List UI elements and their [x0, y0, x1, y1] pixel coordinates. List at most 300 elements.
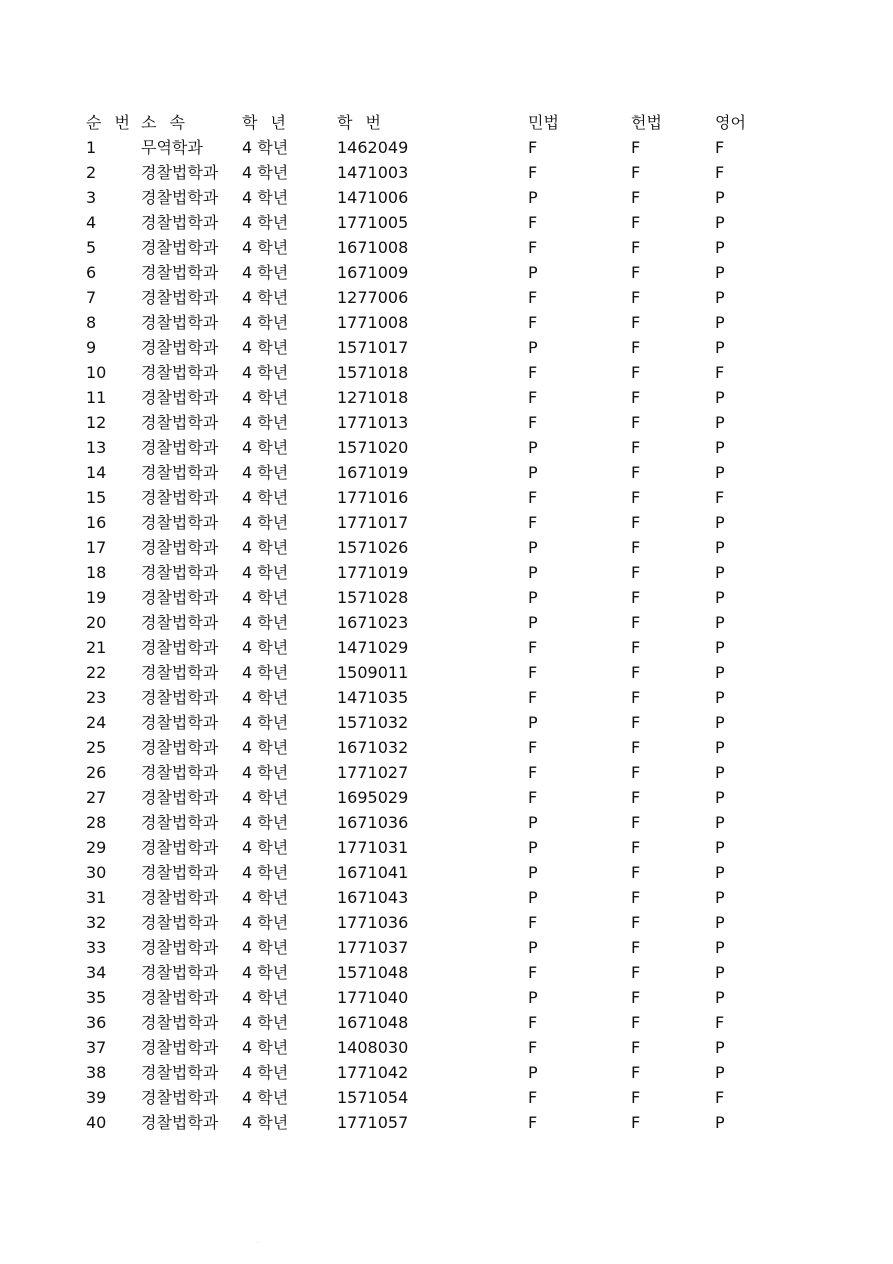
- cell-dept: 경찰법학과: [141, 413, 219, 432]
- table-row: [86, 160, 775, 185]
- cell-year: 4 학년: [242, 338, 289, 357]
- cell-dept: 경찰법학과: [141, 1063, 219, 1082]
- cell-dept: 경찰법학과: [141, 313, 219, 332]
- cell-constitutional-law: F: [631, 913, 641, 932]
- cell-english: P: [715, 738, 725, 757]
- cell-no: 38: [86, 1063, 107, 1082]
- cell-student-id: 1771016: [337, 488, 409, 507]
- cell-english: F: [715, 1088, 725, 1107]
- cell-year: 4 학년: [242, 938, 289, 957]
- cell-student-id: 1571026: [337, 538, 409, 557]
- cell-english: P: [715, 788, 725, 807]
- cell-english: P: [715, 663, 725, 682]
- cell-year: 4 학년: [242, 163, 289, 182]
- cell-no: 39: [86, 1088, 107, 1107]
- cell-student-id: 1277006: [337, 288, 409, 307]
- cell-civil-law: P: [528, 888, 538, 907]
- cell-english: P: [715, 288, 725, 307]
- cell-civil-law: P: [528, 938, 538, 957]
- cell-english: F: [715, 163, 725, 182]
- cell-civil-law: F: [528, 913, 538, 932]
- cell-constitutional-law: F: [631, 338, 641, 357]
- cell-english: P: [715, 888, 725, 907]
- cell-year: 4 학년: [242, 788, 289, 807]
- cell-year: 4 학년: [242, 563, 289, 582]
- table-row: [86, 1035, 775, 1060]
- header-english: 영어: [715, 113, 746, 132]
- cell-constitutional-law: F: [631, 163, 641, 182]
- cell-civil-law: F: [528, 1088, 538, 1107]
- cell-constitutional-law: F: [631, 713, 641, 732]
- cell-civil-law: P: [528, 713, 538, 732]
- cell-dept: 경찰법학과: [141, 913, 219, 932]
- cell-student-id: 1771027: [337, 763, 409, 782]
- cell-no: 5: [86, 238, 97, 257]
- cell-english: P: [715, 863, 725, 882]
- cell-year: 4 학년: [242, 1063, 289, 1082]
- cell-english: F: [715, 363, 725, 382]
- cell-civil-law: P: [528, 438, 538, 457]
- cell-no: 16: [86, 513, 107, 532]
- cell-no: 6: [86, 263, 97, 282]
- table-row: [86, 935, 775, 960]
- table-row: [86, 485, 775, 510]
- cell-student-id: 1509011: [337, 663, 409, 682]
- table-row: [86, 860, 775, 885]
- cell-year: 4 학년: [242, 438, 289, 457]
- cell-year: 4 학년: [242, 688, 289, 707]
- cell-student-id: 1771019: [337, 563, 409, 582]
- cell-dept: 경찰법학과: [141, 538, 219, 557]
- cell-constitutional-law: F: [631, 988, 641, 1007]
- table-row: [86, 210, 775, 235]
- table-row: [86, 285, 775, 310]
- cell-english: P: [715, 588, 725, 607]
- cell-english: P: [715, 313, 725, 332]
- cell-no: 25: [86, 738, 107, 757]
- cell-dept: 경찰법학과: [141, 188, 219, 207]
- cell-dept: 경찰법학과: [141, 663, 219, 682]
- cell-constitutional-law: F: [631, 138, 641, 157]
- cell-dept: 경찰법학과: [141, 963, 219, 982]
- cell-year: 4 학년: [242, 663, 289, 682]
- table-row: [86, 960, 775, 985]
- cell-year: 4 학년: [242, 413, 289, 432]
- cell-student-id: 1771036: [337, 913, 409, 932]
- cell-english: P: [715, 763, 725, 782]
- cell-student-id: 1771057: [337, 1113, 409, 1132]
- cell-student-id: 1671048: [337, 1013, 409, 1032]
- cell-student-id: 1771040: [337, 988, 409, 1007]
- table-row: [86, 335, 775, 360]
- cell-constitutional-law: F: [631, 888, 641, 907]
- cell-dept: 경찰법학과: [141, 813, 219, 832]
- header-id: 학 번: [337, 113, 385, 132]
- cell-no: 2: [86, 163, 97, 182]
- cell-no: 17: [86, 538, 107, 557]
- footer-mark: .: [257, 1238, 259, 1245]
- cell-student-id: 1771017: [337, 513, 409, 532]
- table-row: [86, 260, 775, 285]
- cell-constitutional-law: F: [631, 938, 641, 957]
- cell-constitutional-law: F: [631, 263, 641, 282]
- cell-no: 13: [86, 438, 107, 457]
- cell-constitutional-law: F: [631, 963, 641, 982]
- cell-english: P: [715, 688, 725, 707]
- cell-dept: 경찰법학과: [141, 938, 219, 957]
- cell-constitutional-law: F: [631, 813, 641, 832]
- cell-constitutional-law: F: [631, 238, 641, 257]
- cell-constitutional-law: F: [631, 763, 641, 782]
- cell-no: 12: [86, 413, 107, 432]
- table-row: [86, 610, 775, 635]
- cell-year: 4 학년: [242, 638, 289, 657]
- table-row: [86, 385, 775, 410]
- cell-constitutional-law: F: [631, 413, 641, 432]
- cell-student-id: 1271018: [337, 388, 409, 407]
- cell-constitutional-law: F: [631, 463, 641, 482]
- cell-english: P: [715, 988, 725, 1007]
- table-row: [86, 1060, 775, 1085]
- cell-student-id: 1571018: [337, 363, 409, 382]
- cell-dept: 경찰법학과: [141, 613, 219, 632]
- cell-english: P: [715, 538, 725, 557]
- cell-no: 27: [86, 788, 107, 807]
- cell-no: 22: [86, 663, 107, 682]
- cell-student-id: 1471006: [337, 188, 409, 207]
- cell-no: 21: [86, 638, 107, 657]
- cell-civil-law: F: [528, 1013, 538, 1032]
- header-no: 순 번: [86, 113, 134, 132]
- cell-constitutional-law: F: [631, 1113, 641, 1132]
- cell-dept: 경찰법학과: [141, 1013, 219, 1032]
- cell-dept: 경찰법학과: [141, 588, 219, 607]
- table-row: [86, 410, 775, 435]
- table-row: [86, 235, 775, 260]
- cell-dept: 경찰법학과: [141, 888, 219, 907]
- cell-dept: 경찰법학과: [141, 463, 219, 482]
- header-year: 학 년: [242, 113, 290, 132]
- cell-year: 4 학년: [242, 463, 289, 482]
- cell-year: 4 학년: [242, 513, 289, 532]
- cell-student-id: 1408030: [337, 1038, 409, 1057]
- cell-no: 3: [86, 188, 97, 207]
- cell-civil-law: F: [528, 638, 538, 657]
- cell-english: P: [715, 813, 725, 832]
- cell-english: P: [715, 563, 725, 582]
- cell-dept: 경찰법학과: [141, 1113, 219, 1132]
- cell-dept: 경찰법학과: [141, 288, 219, 307]
- table-row: [86, 910, 775, 935]
- cell-civil-law: F: [528, 1113, 538, 1132]
- cell-dept: 경찰법학과: [141, 213, 219, 232]
- cell-no: 40: [86, 1113, 107, 1132]
- cell-civil-law: F: [528, 213, 538, 232]
- table-row: [86, 310, 775, 335]
- student-results-table: [86, 110, 775, 1135]
- cell-year: 4 학년: [242, 263, 289, 282]
- table-row: [86, 810, 775, 835]
- cell-year: 4 학년: [242, 863, 289, 882]
- cell-civil-law: F: [528, 288, 538, 307]
- cell-year: 4 학년: [242, 588, 289, 607]
- cell-constitutional-law: F: [631, 688, 641, 707]
- cell-year: 4 학년: [242, 288, 289, 307]
- cell-student-id: 1571054: [337, 1088, 409, 1107]
- cell-civil-law: F: [528, 238, 538, 257]
- cell-no: 11: [86, 388, 107, 407]
- cell-english: P: [715, 513, 725, 532]
- table-row: [86, 735, 775, 760]
- cell-civil-law: F: [528, 738, 538, 757]
- table-row: [86, 635, 775, 660]
- cell-student-id: 1571032: [337, 713, 409, 732]
- cell-student-id: 1471029: [337, 638, 409, 657]
- cell-civil-law: P: [528, 338, 538, 357]
- cell-no: 24: [86, 713, 107, 732]
- cell-english: F: [715, 488, 725, 507]
- cell-constitutional-law: F: [631, 1013, 641, 1032]
- cell-student-id: 1571048: [337, 963, 409, 982]
- cell-constitutional-law: F: [631, 288, 641, 307]
- cell-civil-law: P: [528, 538, 538, 557]
- cell-english: P: [715, 213, 725, 232]
- cell-no: 31: [86, 888, 107, 907]
- cell-year: 4 학년: [242, 988, 289, 1007]
- table-row: [86, 1110, 775, 1135]
- cell-student-id: 1671019: [337, 463, 409, 482]
- cell-year: 4 학년: [242, 838, 289, 857]
- cell-student-id: 1671023: [337, 613, 409, 632]
- cell-year: 4 학년: [242, 813, 289, 832]
- cell-english: P: [715, 913, 725, 932]
- cell-dept: 경찰법학과: [141, 788, 219, 807]
- cell-no: 28: [86, 813, 107, 832]
- cell-constitutional-law: F: [631, 563, 641, 582]
- cell-student-id: 1571028: [337, 588, 409, 607]
- table-row: [86, 435, 775, 460]
- cell-student-id: 1671036: [337, 813, 409, 832]
- cell-year: 4 학년: [242, 738, 289, 757]
- cell-civil-law: F: [528, 663, 538, 682]
- cell-constitutional-law: F: [631, 488, 641, 507]
- cell-no: 32: [86, 913, 107, 932]
- cell-english: P: [715, 838, 725, 857]
- cell-english: P: [715, 388, 725, 407]
- cell-constitutional-law: F: [631, 313, 641, 332]
- cell-english: P: [715, 188, 725, 207]
- cell-civil-law: P: [528, 1063, 538, 1082]
- cell-civil-law: P: [528, 263, 538, 282]
- cell-dept: 경찰법학과: [141, 863, 219, 882]
- cell-no: 30: [86, 863, 107, 882]
- cell-dept: 경찰법학과: [141, 838, 219, 857]
- table-row: [86, 135, 775, 160]
- cell-year: 4 학년: [242, 488, 289, 507]
- cell-civil-law: P: [528, 588, 538, 607]
- cell-no: 18: [86, 563, 107, 582]
- cell-english: P: [715, 463, 725, 482]
- table-row: [86, 885, 775, 910]
- cell-english: P: [715, 338, 725, 357]
- table-row: [86, 710, 775, 735]
- cell-dept: 경찰법학과: [141, 363, 219, 382]
- cell-no: 1: [86, 138, 97, 157]
- cell-year: 4 학년: [242, 1013, 289, 1032]
- cell-constitutional-law: F: [631, 363, 641, 382]
- cell-student-id: 1462049: [337, 138, 409, 157]
- cell-no: 15: [86, 488, 107, 507]
- cell-no: 19: [86, 588, 107, 607]
- cell-student-id: 1571020: [337, 438, 409, 457]
- cell-english: P: [715, 1063, 725, 1082]
- cell-english: P: [715, 938, 725, 957]
- table-row: [86, 1010, 775, 1035]
- table-row: [86, 460, 775, 485]
- cell-dept: 경찰법학과: [141, 1038, 219, 1057]
- cell-student-id: 1471003: [337, 163, 409, 182]
- cell-english: P: [715, 963, 725, 982]
- cell-dept: 경찰법학과: [141, 563, 219, 582]
- cell-civil-law: F: [528, 163, 538, 182]
- cell-civil-law: P: [528, 838, 538, 857]
- cell-civil-law: F: [528, 363, 538, 382]
- cell-constitutional-law: F: [631, 513, 641, 532]
- cell-year: 4 학년: [242, 363, 289, 382]
- cell-dept: 경찰법학과: [141, 713, 219, 732]
- cell-dept: 경찰법학과: [141, 163, 219, 182]
- cell-civil-law: F: [528, 963, 538, 982]
- cell-english: F: [715, 138, 725, 157]
- cell-dept: 경찰법학과: [141, 263, 219, 282]
- cell-no: 33: [86, 938, 107, 957]
- cell-english: P: [715, 638, 725, 657]
- cell-constitutional-law: F: [631, 1063, 641, 1082]
- cell-civil-law: F: [528, 413, 538, 432]
- cell-civil-law: F: [528, 1038, 538, 1057]
- header-dept: 소 속: [141, 113, 189, 132]
- cell-no: 35: [86, 988, 107, 1007]
- cell-civil-law: P: [528, 863, 538, 882]
- cell-civil-law: F: [528, 488, 538, 507]
- header-row: [86, 110, 775, 135]
- cell-english: P: [715, 713, 725, 732]
- cell-no: 4: [86, 213, 97, 232]
- cell-civil-law: P: [528, 563, 538, 582]
- cell-student-id: 1671043: [337, 888, 409, 907]
- table-row: [86, 535, 775, 560]
- cell-year: 4 학년: [242, 138, 289, 157]
- cell-student-id: 1771013: [337, 413, 409, 432]
- cell-dept: 경찰법학과: [141, 488, 219, 507]
- cell-civil-law: P: [528, 188, 538, 207]
- cell-student-id: 1771031: [337, 838, 409, 857]
- cell-dept: 경찰법학과: [141, 988, 219, 1007]
- cell-constitutional-law: F: [631, 738, 641, 757]
- table-row: [86, 185, 775, 210]
- cell-civil-law: F: [528, 688, 538, 707]
- cell-no: 37: [86, 1038, 107, 1057]
- cell-year: 4 학년: [242, 963, 289, 982]
- cell-civil-law: F: [528, 313, 538, 332]
- cell-civil-law: P: [528, 613, 538, 632]
- cell-civil-law: F: [528, 388, 538, 407]
- table-row: [86, 985, 775, 1010]
- cell-student-id: 1771005: [337, 213, 409, 232]
- table-row: [86, 760, 775, 785]
- cell-civil-law: P: [528, 988, 538, 1007]
- cell-civil-law: F: [528, 763, 538, 782]
- cell-constitutional-law: F: [631, 638, 641, 657]
- cell-english: P: [715, 613, 725, 632]
- table-row: [86, 1085, 775, 1110]
- table-row: [86, 360, 775, 385]
- cell-year: 4 학년: [242, 188, 289, 207]
- cell-constitutional-law: F: [631, 188, 641, 207]
- cell-dept: 경찰법학과: [141, 688, 219, 707]
- cell-student-id: 1571017: [337, 338, 409, 357]
- header-constitutional-law: 헌법: [631, 113, 662, 132]
- table-row: [86, 510, 775, 535]
- cell-no: 26: [86, 763, 107, 782]
- cell-year: 4 학년: [242, 538, 289, 557]
- cell-student-id: 1771042: [337, 1063, 409, 1082]
- cell-year: 4 학년: [242, 1113, 289, 1132]
- cell-no: 7: [86, 288, 97, 307]
- cell-english: P: [715, 438, 725, 457]
- cell-year: 4 학년: [242, 313, 289, 332]
- cell-english: P: [715, 1113, 725, 1132]
- cell-no: 14: [86, 463, 107, 482]
- cell-year: 4 학년: [242, 913, 289, 932]
- cell-student-id: 1671008: [337, 238, 409, 257]
- cell-constitutional-law: F: [631, 588, 641, 607]
- cell-constitutional-law: F: [631, 838, 641, 857]
- cell-dept: 경찰법학과: [141, 1088, 219, 1107]
- cell-civil-law: F: [528, 138, 538, 157]
- cell-english: P: [715, 413, 725, 432]
- cell-no: 29: [86, 838, 107, 857]
- cell-year: 4 학년: [242, 1088, 289, 1107]
- cell-dept: 경찰법학과: [141, 763, 219, 782]
- cell-no: 23: [86, 688, 107, 707]
- cell-year: 4 학년: [242, 763, 289, 782]
- cell-dept: 경찰법학과: [141, 238, 219, 257]
- cell-english: P: [715, 238, 725, 257]
- cell-year: 4 학년: [242, 1038, 289, 1057]
- cell-year: 4 학년: [242, 388, 289, 407]
- cell-civil-law: F: [528, 788, 538, 807]
- cell-constitutional-law: F: [631, 863, 641, 882]
- cell-year: 4 학년: [242, 213, 289, 232]
- cell-year: 4 학년: [242, 238, 289, 257]
- cell-constitutional-law: F: [631, 538, 641, 557]
- cell-no: 10: [86, 363, 107, 382]
- cell-english: F: [715, 1013, 725, 1032]
- cell-student-id: 1771037: [337, 938, 409, 957]
- cell-civil-law: P: [528, 813, 538, 832]
- cell-no: 34: [86, 963, 107, 982]
- cell-student-id: 1695029: [337, 788, 409, 807]
- table-row: [86, 660, 775, 685]
- cell-constitutional-law: F: [631, 213, 641, 232]
- cell-student-id: 1671032: [337, 738, 409, 757]
- cell-dept: 경찰법학과: [141, 438, 219, 457]
- cell-dept: 경찰법학과: [141, 388, 219, 407]
- cell-student-id: 1671041: [337, 863, 409, 882]
- cell-student-id: 1771008: [337, 313, 409, 332]
- cell-no: 9: [86, 338, 97, 357]
